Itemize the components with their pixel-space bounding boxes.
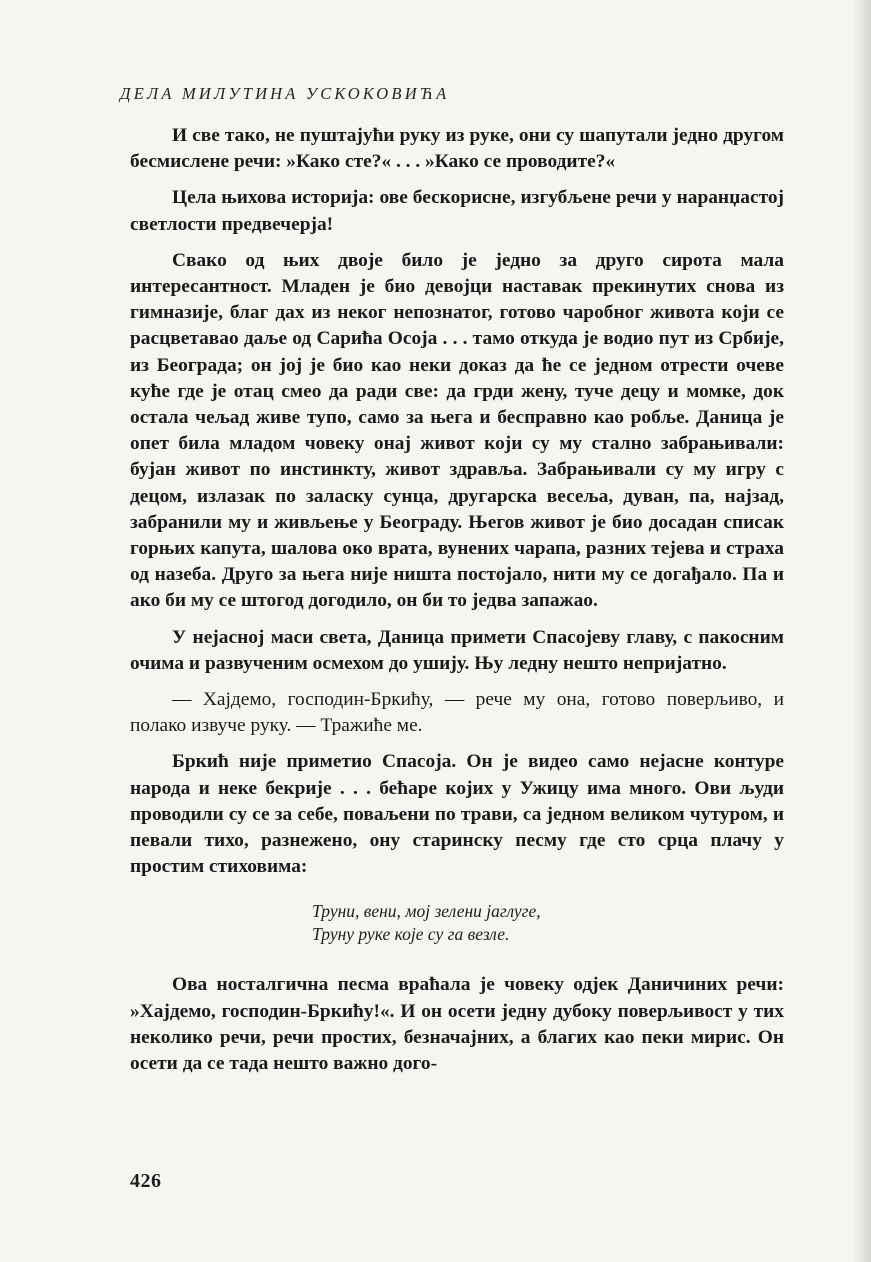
verse-line: Труну руке које су га везле. — [312, 924, 510, 945]
verse-quote — [312, 900, 784, 946]
paragraph: Ова носталгична песма враћала је човеку одјек Даничиних речи: »Хајдемо, господин-Бркићу!«. И он осети једну дубоку поверљивост у тих неколико речи, речи простих, безначајних, а благих као пеки мирис. Он осети да се тада нешто важно дого- — [130, 974, 784, 1075]
paragraph: У нејасној маси света, Даница примети Спасојеву главу, с пакосним очима и развученим осмехом до ушију. Њу ледну нешто непријатно. — [130, 626, 784, 674]
page-edge-shadow — [853, 0, 871, 1262]
paragraph: Свако од њих двоје било је једно за друго сирота мала интересантност. Младен је био девојци наставак прекинутих снова из гимназије, благ дах из неког непознатог, готово чаробног живота који се расцветавао даље од Сарића Осоја . . . тамо откуда је водио пут из Србије, из Београда; он јој је био као неки доказ да ће се једном отрести очеве куће где је отац смео да ради све: да грди жену, туче децу и момке, док остала чељад живе тупо, само за њега и бесправно као робље. Даница је опет била младом човеку онај живот који су му стално забрањивали: бујан живот по инстинкту, живот здравља. Забрањивали су му игру с децом, излазак по заласку сунца, другарска весеља, дуван, па, најзад, забранили му и живљење у Београду. Његов живот је био досадан списак горњих капута, шалова око врата, вунених чарапа, разних тејева и страха од назеба. Друго за њега није ништа постојало, нити му се догађало. Па и ако би му се штогод догодило, он би то једва запажао. — [130, 249, 784, 612]
page-number: 426 — [130, 1170, 162, 1192]
paragraph: Цела њихова историја: ове бескорисне, изгубљене речи у наранџастој светлости предвечерја! — [130, 187, 784, 235]
paragraph: И све тако, не пуштајући руку из руке, они су шапутали једно другом бесмислене речи: »Како сте?« . . . »Како се проводите?« — [130, 125, 784, 173]
paragraph: Бркић није приметио Спасоја. Он је видео само нејасне контуре народа и неке бекрије . . . бећаре којих у Ужицу има много. Ови људи проводили су се за себе, поваљени по трави, са једном великом чутуром, и певали тихо, разнежено, ону старинску песму где сто срца плачу у простим стиховима: — [130, 751, 784, 878]
verse-line: Труни, вени, мој зелени јаглуге, — [312, 901, 541, 922]
book-page — [120, 84, 784, 1087]
running-header: ДЕЛА МИЛУТИНА УСКОКОВИЋА — [120, 84, 450, 103]
paragraph: — Хајдемо, господин-Бркићу, — рече му она, готово поверљиво, и полако извуче руку. — Тражиће ме. — [130, 689, 784, 737]
